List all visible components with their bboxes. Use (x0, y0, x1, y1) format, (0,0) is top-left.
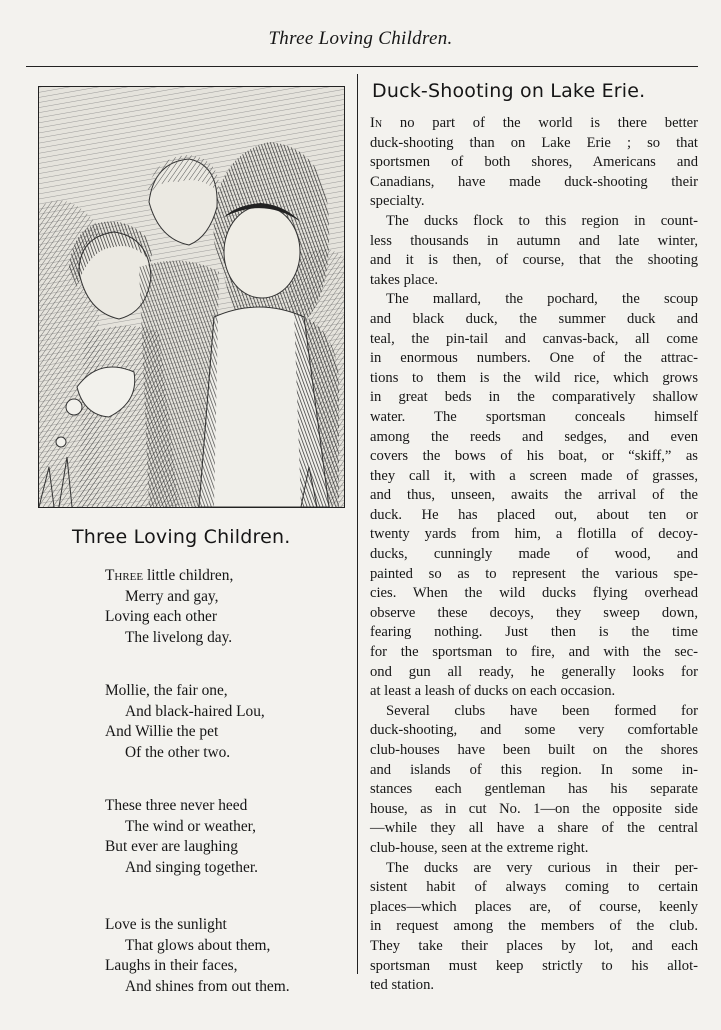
poem-stanza (105, 796, 345, 878)
engraving-illustration (38, 86, 345, 508)
article-line: club-house, seen at the extreme right. (370, 839, 589, 856)
article-line: in great beds in the comparatively shallow (370, 389, 698, 406)
poem-stanza (105, 566, 345, 648)
article-line: twenty yards from him, a flotilla of decoy- (370, 526, 698, 543)
article-line: tions to them is the wild rice, which grows (370, 369, 698, 386)
article-line: Several clubs have been formed for (386, 702, 698, 719)
article-line: They take their places by lot, and each (370, 937, 698, 954)
poem-line: But ever are laughing (105, 838, 238, 855)
article-line: cies. When the wild ducks flying overhead (370, 585, 698, 602)
poem-line: And singing together. (125, 858, 258, 876)
poem-line: The wind or weather, (125, 817, 257, 835)
poem-line-rest: little children, (143, 567, 234, 584)
poem-line: Loving each other (105, 608, 217, 625)
article-line: water. The sportsman conceals himself (370, 408, 698, 425)
article-line: in enormous numbers. One of the attrac- (370, 350, 698, 367)
poem (105, 566, 345, 1030)
poem-line: Laughs in their faces, (105, 957, 238, 974)
article-line: sistent habit of always coming to certain (370, 879, 698, 896)
article-line-rest: no part of the world is there better (382, 115, 698, 131)
article-line: among the reeds and sedges, and even (370, 428, 698, 445)
article-line: club-houses have been built on the shores (370, 742, 698, 758)
article-line: specialty. (370, 193, 425, 210)
article-line: and islands of this region. In some in- (370, 761, 698, 778)
article-line: ducks, cunningly made of wood, and (370, 546, 698, 563)
article-line: less thousands in autumn and late winter, (370, 232, 698, 249)
article-line: The ducks flock to this region in count- (386, 212, 698, 229)
poem-line: These three never heed (105, 797, 248, 814)
poem-line: Merry and gay, (125, 587, 219, 605)
article-line: ted station. (370, 977, 435, 994)
article-line: fearing nothing. Just then is the time (370, 624, 698, 641)
article-line: The mallard, the pochard, the scoup (386, 291, 698, 308)
poem-stanza (105, 915, 345, 997)
article-line: covers the bows of his boat, or “skiff,” as (370, 448, 698, 465)
column-divider (357, 74, 358, 974)
header-rule (26, 66, 698, 67)
article-line: stances each gentleman has his separate (370, 781, 698, 798)
page-header: Three Loving Children. (268, 28, 453, 49)
article-line: Canadians, have made duck-shooting their (370, 173, 698, 190)
article-line: painted so as to represent the various spe- (370, 565, 698, 582)
article-line: they call it, with a screen made of grasses, (370, 467, 698, 484)
poem-line: The livelong day. (125, 628, 233, 646)
article-line: and it is then, of course, that the shooting (370, 252, 698, 269)
poem-line: And shines from out them. (125, 977, 290, 995)
article-line: sportsmen of both shores, Americans and (370, 154, 698, 171)
article-line: takes place. (370, 271, 439, 288)
article-line: observe these decoys, they sweep down, (370, 604, 698, 621)
poem-line: Mollie, the fair one, (105, 682, 228, 699)
article-body (370, 114, 698, 996)
article-line: sportsman must keep strictly to his allot- (370, 957, 698, 974)
article-line: duck-shooting than on Lake Erie ; so that (370, 134, 698, 151)
article-line: and black duck, the summer duck and (370, 310, 698, 327)
article-line: in request among the members of the club. (370, 918, 698, 935)
article-line: duck. He has placed out, about ten or (370, 506, 698, 523)
article-line: ond gun all ready, he generally looks for (370, 663, 698, 680)
article-initial-word: In (370, 115, 383, 131)
article-line: teal, the pin-tail and canvas-back, all come (370, 330, 698, 347)
article-line: for the sportsman to fire, and with the sec- (370, 644, 698, 661)
article-line (370, 114, 698, 134)
poem-line: Love is the sunlight (105, 916, 227, 933)
article-title: Duck-Shooting on Lake Erie. (372, 80, 646, 102)
poem-line (105, 566, 345, 587)
poem-initial-word: Three (105, 567, 144, 584)
poem-line: And black-haired Lou, (125, 702, 265, 720)
article-line: house, as in cut No. 1—on the opposite side (370, 800, 698, 817)
article-line: at least a leash of ducks on each occasion. (370, 683, 616, 700)
poem-line: Of the other two. (125, 743, 231, 761)
article-line: duck-shooting, and some very comfortable (370, 722, 698, 739)
article-line: places—which places are, of course, keenly (370, 898, 698, 915)
poem-stanza (105, 681, 345, 763)
poem-line: That glows about them, (125, 936, 271, 954)
poem-title: Three Loving Children. (72, 526, 291, 548)
article-line: The ducks are very curious in their per- (386, 859, 698, 876)
article-line: —while they all have a share of the central (370, 820, 698, 837)
poem-line: And Willie the pet (105, 723, 219, 740)
article-line: and thus, unseen, awaits the arrival of the (370, 487, 698, 504)
